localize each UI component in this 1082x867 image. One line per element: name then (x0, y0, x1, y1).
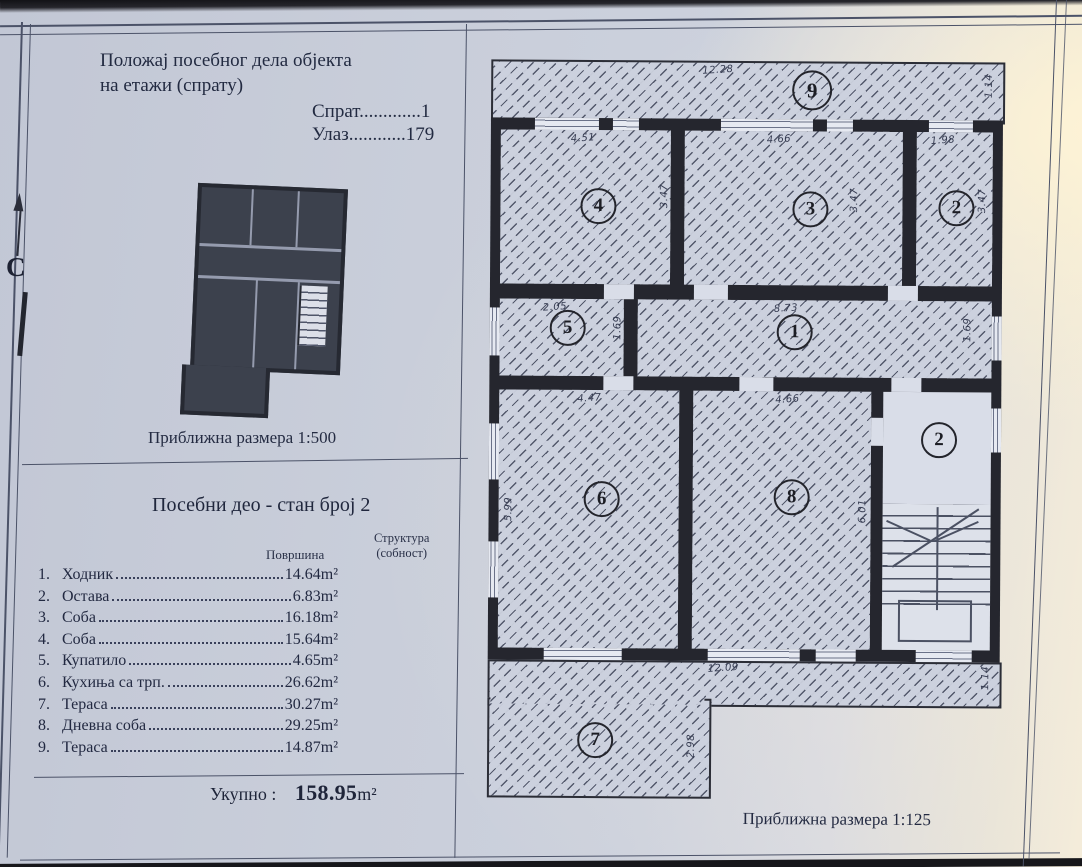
door-opening (888, 286, 918, 301)
room-marker-8: 8 (774, 479, 810, 515)
room-name: Ходник (62, 566, 114, 583)
thumbnail-stairwell (297, 285, 328, 346)
page-frame-right-inner (1023, 0, 1058, 866)
north-arrow-icon (13, 193, 24, 212)
dot-leader (99, 620, 283, 622)
dot-leader (129, 663, 290, 665)
room-marker-9: 9 (792, 70, 832, 110)
door-opening (871, 418, 883, 446)
dim-row1-height-c: 3.47 (977, 188, 989, 214)
table-row (38, 631, 338, 653)
table-row (38, 739, 338, 761)
window (929, 120, 973, 132)
door-opening (694, 285, 728, 300)
dim-room6-width: 4.47 (576, 392, 602, 405)
column-header-structure (374, 531, 429, 561)
table-row (38, 696, 338, 718)
room-num: 9. (38, 738, 50, 756)
title-line-2: на етажи (спрату) (100, 75, 244, 96)
window (544, 648, 622, 660)
window (992, 316, 1002, 360)
thumbnail-wall (198, 275, 340, 284)
floor-entrance-block (312, 100, 434, 146)
dim-room6-height: 5.99 (503, 496, 515, 522)
dim-room3-width: 4.66 (766, 133, 792, 146)
room-marker-3: 3 (792, 191, 828, 227)
room-area: 29.25m² (284, 717, 338, 735)
room-area: 6.83m² (292, 587, 338, 605)
dot-leader (99, 642, 283, 644)
room-name: Соба (62, 630, 96, 648)
room-area: 16.18m² (284, 609, 338, 627)
window (490, 307, 500, 355)
dot-leader (112, 599, 290, 601)
terrace-9 (491, 59, 1005, 124)
door-opening (604, 284, 634, 299)
plan-scale-note: Приближна размера 1:125 (742, 808, 931, 830)
dim-top-width: 12.28 (701, 63, 734, 77)
door-opening (891, 378, 921, 392)
room-num: 4. (38, 630, 50, 648)
room-area: 14.87m² (284, 738, 338, 756)
document-title (100, 48, 430, 98)
room-area: 30.27m² (284, 695, 338, 713)
table-row (38, 609, 338, 631)
thumbnail-terrace (180, 364, 270, 418)
dim-terrace7-right: 1.14 (980, 665, 992, 691)
room-num: 7. (38, 695, 50, 713)
room-area: 4.65m² (292, 652, 338, 670)
dot-leader (149, 728, 283, 730)
window (827, 119, 853, 131)
room-marker-6: 6 (584, 481, 620, 517)
dim-room4-width: 4.51 (570, 132, 596, 145)
dim-row1-height-b: 3.47 (849, 187, 861, 213)
thumbnail-scale-note: Приближна размера 1:500 (148, 428, 337, 447)
room-area: 15.64m² (284, 630, 338, 648)
stair-landing (898, 600, 972, 642)
total-divider (34, 773, 464, 778)
total-label: Укупно : (210, 784, 277, 804)
room-marker-5: 5 (550, 310, 586, 346)
thumbnail-wall (199, 243, 341, 252)
dot-leader (116, 577, 283, 579)
thumbnail-wall (252, 280, 258, 367)
table-row (38, 652, 338, 674)
window (721, 119, 813, 132)
room-num: 2. (38, 587, 50, 605)
room-name: Тераса (62, 738, 108, 756)
floor-plan (485, 55, 1013, 833)
dim-terrace7-width: 12.09 (707, 661, 740, 675)
room-marker-4: 4 (580, 188, 616, 224)
room-6-kitchen (498, 389, 680, 648)
room-name: Остава (62, 587, 110, 605)
page-frame-top-inner (0, 24, 1082, 36)
title-line-1: Положај посебног дела објекта (100, 50, 352, 71)
room-num: 3. (38, 609, 50, 627)
table-row (38, 717, 338, 739)
thumbnail-main-block (190, 183, 348, 375)
room-num: 6. (38, 673, 50, 691)
room-num: 5. (38, 652, 50, 670)
door-opening (603, 376, 633, 390)
window (535, 118, 599, 130)
room-marker-7: 7 (577, 722, 613, 758)
window (916, 650, 972, 662)
thumbnail-wall (295, 191, 299, 247)
north-indicator-tail (17, 292, 28, 356)
structure-line-2: (собност) (376, 546, 428, 560)
thumbnail-plan (180, 183, 355, 422)
panel-divider-vertical (454, 24, 467, 858)
dim-room8-height: 6.01 (857, 499, 869, 524)
total-unit: m² (357, 784, 377, 804)
floor-line: Спрат.............1 (312, 101, 431, 122)
room-name: Тераса (62, 695, 108, 713)
room-name: Соба (62, 609, 96, 627)
dim-hall-height: 1.69 (962, 317, 974, 343)
total-row (210, 780, 377, 806)
room-1-hallway (637, 299, 991, 378)
dim-room5-width: 2.05 (542, 301, 568, 314)
dim-row1-height-a: 3.47 (659, 183, 671, 209)
dim-hall-width: 8.73 (773, 302, 799, 315)
room-area: 14.64m² (284, 566, 338, 583)
window (489, 423, 499, 479)
dim-terrace7-height: 2.98 (685, 733, 697, 759)
room-name: Дневна соба (62, 717, 147, 735)
window (613, 118, 639, 130)
photo-top-edge (0, 0, 1082, 13)
staircase (882, 504, 991, 651)
north-indicator (4, 190, 48, 380)
room-name: Купатило (62, 652, 127, 670)
room-num: 8. (38, 717, 50, 735)
total-value: 158.95 (294, 780, 358, 805)
room-list (38, 566, 338, 760)
door-opening (739, 377, 773, 391)
dim-room8-width: 4.66 (774, 393, 800, 406)
window (816, 649, 856, 661)
room-8-living (692, 391, 872, 650)
dim-top-right-depth: 1.14 (983, 73, 995, 99)
left-panel-divider (22, 458, 468, 466)
room-num: 1. (38, 566, 50, 583)
apartment-heading: Посебни део - стан број 2 (152, 494, 371, 516)
window (991, 408, 1001, 452)
table-row (38, 588, 338, 610)
window (708, 649, 800, 662)
dot-leader (168, 685, 283, 687)
room-name: Кухиња са трп. (62, 673, 165, 691)
room-marker-2: 2 (938, 190, 974, 226)
table-row (38, 566, 338, 588)
entrance-line: Улаз............179 (312, 124, 435, 145)
thumbnail-wall (249, 189, 253, 245)
dot-leader (111, 750, 283, 752)
dim-room5-height: 1.69 (612, 315, 624, 340)
dim-room2-width: 1.98 (930, 134, 956, 147)
table-row (38, 674, 338, 696)
north-arrow-shaft (16, 210, 21, 256)
column-header-area: Површина (266, 547, 325, 562)
page-edge-right (1028, 0, 1067, 859)
dot-leader (111, 707, 283, 709)
terrace-7-join (490, 695, 704, 704)
room-marker-2b: 2 (921, 422, 957, 458)
structure-line-1: Структура (374, 531, 430, 545)
north-letter: С (6, 252, 26, 282)
window (488, 541, 498, 597)
room-marker-1: 1 (777, 314, 813, 350)
room-area: 26.62m² (284, 673, 338, 691)
